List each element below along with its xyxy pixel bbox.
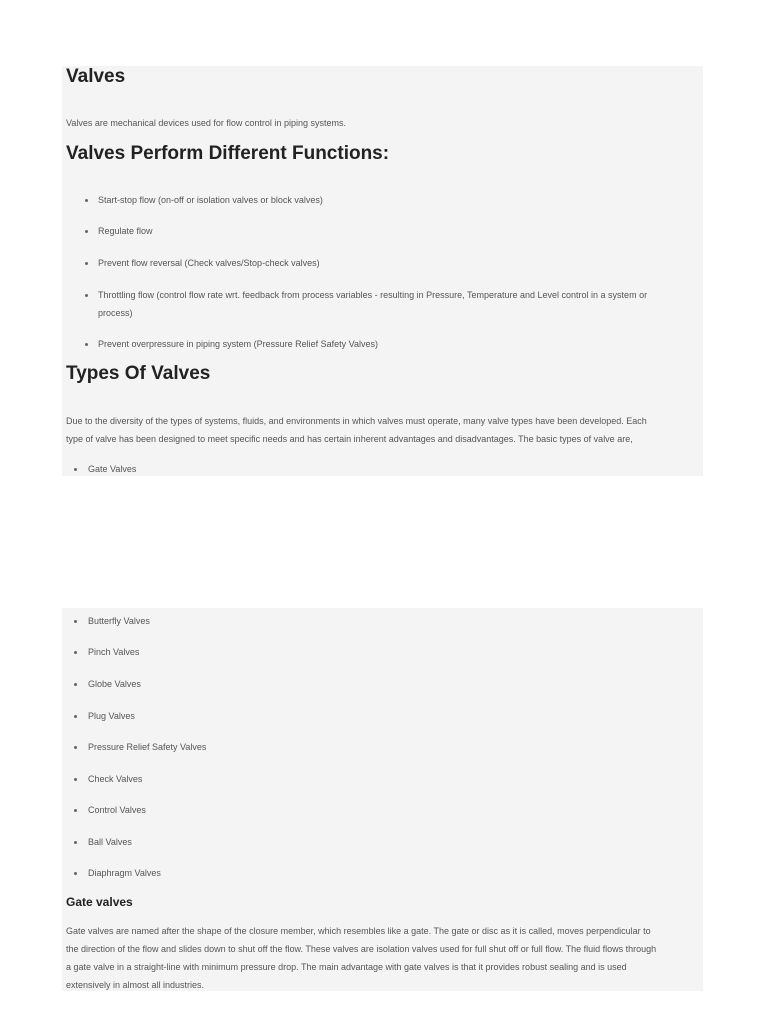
gate-valves-heading: Gate valves	[66, 895, 133, 909]
valve-type-item: Pressure Relief Safety Valves	[88, 742, 207, 752]
valve-type-item: Globe Valves	[88, 679, 141, 689]
bullet-dot	[85, 294, 88, 297]
gate-valves-text-line4: extensively in almost all industries.	[66, 980, 205, 990]
valve-type-item: Check Valves	[88, 774, 143, 784]
page-title: Valves	[66, 66, 126, 87]
gate-valves-text-line1: Gate valves are named after the shape of the closure member, which resembles like a gate. The gate or disc as it is called, moves perpendicular to	[66, 926, 651, 936]
valve-type-item: Ball Valves	[88, 837, 132, 847]
bullet-dot	[74, 809, 77, 812]
bullet-dot	[74, 683, 77, 686]
bullet-dot	[74, 778, 77, 781]
types-heading: Types Of Valves	[66, 363, 211, 384]
bullet-dot	[74, 468, 77, 471]
function-item-regulate: Regulate flow	[98, 226, 153, 236]
types-intro-line1: Due to the diversity of the types of systems, fluids, and environments in which valves must operate, many valve types have been developed. Each	[66, 416, 647, 426]
function-item-overpressure: Prevent overpressure in piping system (Pressure Relief Safety Valves)	[98, 339, 378, 349]
valve-type-item: Plug Valves	[88, 711, 135, 721]
functions-heading: Valves Perform Different Functions:	[66, 143, 390, 164]
bullet-dot	[74, 715, 77, 718]
intro-text: Valves are mechanical devices used for flow control in piping systems.	[66, 118, 346, 128]
bullet-dot	[85, 343, 88, 346]
bullet-dot	[85, 262, 88, 265]
valve-type-item: Gate Valves	[88, 464, 137, 474]
gate-valves-text-line3: a gate valve in a straight-line with minimum pressure drop. The main advantage with gate valves is that it provides robust sealing and is used	[66, 962, 627, 972]
bullet-dot	[74, 651, 77, 654]
valve-type-item: Diaphragm Valves	[88, 868, 161, 878]
bullet-dot	[74, 872, 77, 875]
bullet-dot	[74, 746, 77, 749]
valve-type-item: Pinch Valves	[88, 647, 140, 657]
bullet-dot	[74, 841, 77, 844]
types-intro-line2: type of valve has been designed to meet specific needs and has certain inherent advantages and disadvantages. The basic types of valve are,	[66, 434, 633, 444]
bullet-dot	[74, 620, 77, 623]
function-item-throttling-cont: process)	[98, 308, 133, 318]
function-item-prevent-reversal: Prevent flow reversal (Check valves/Stop-check valves)	[98, 258, 320, 268]
gate-valves-text-line2: the direction of the flow and slides down to shut off the flow. These valves are isolation valves used for full shut off or full flow. The fluid flows through	[66, 944, 657, 954]
function-item-start-stop: Start-stop flow (on-off or isolation valves or block valves)	[98, 195, 323, 205]
bullet-dot	[85, 230, 88, 233]
bullet-dot	[85, 199, 88, 202]
function-item-throttling: Throttling flow (control flow rate wrt. feedback from process variables - resulting in Pressure, Temperature and Level control in a system or	[98, 290, 648, 300]
valve-type-item: Control Valves	[88, 805, 146, 815]
valve-type-item: Butterfly Valves	[88, 616, 150, 626]
